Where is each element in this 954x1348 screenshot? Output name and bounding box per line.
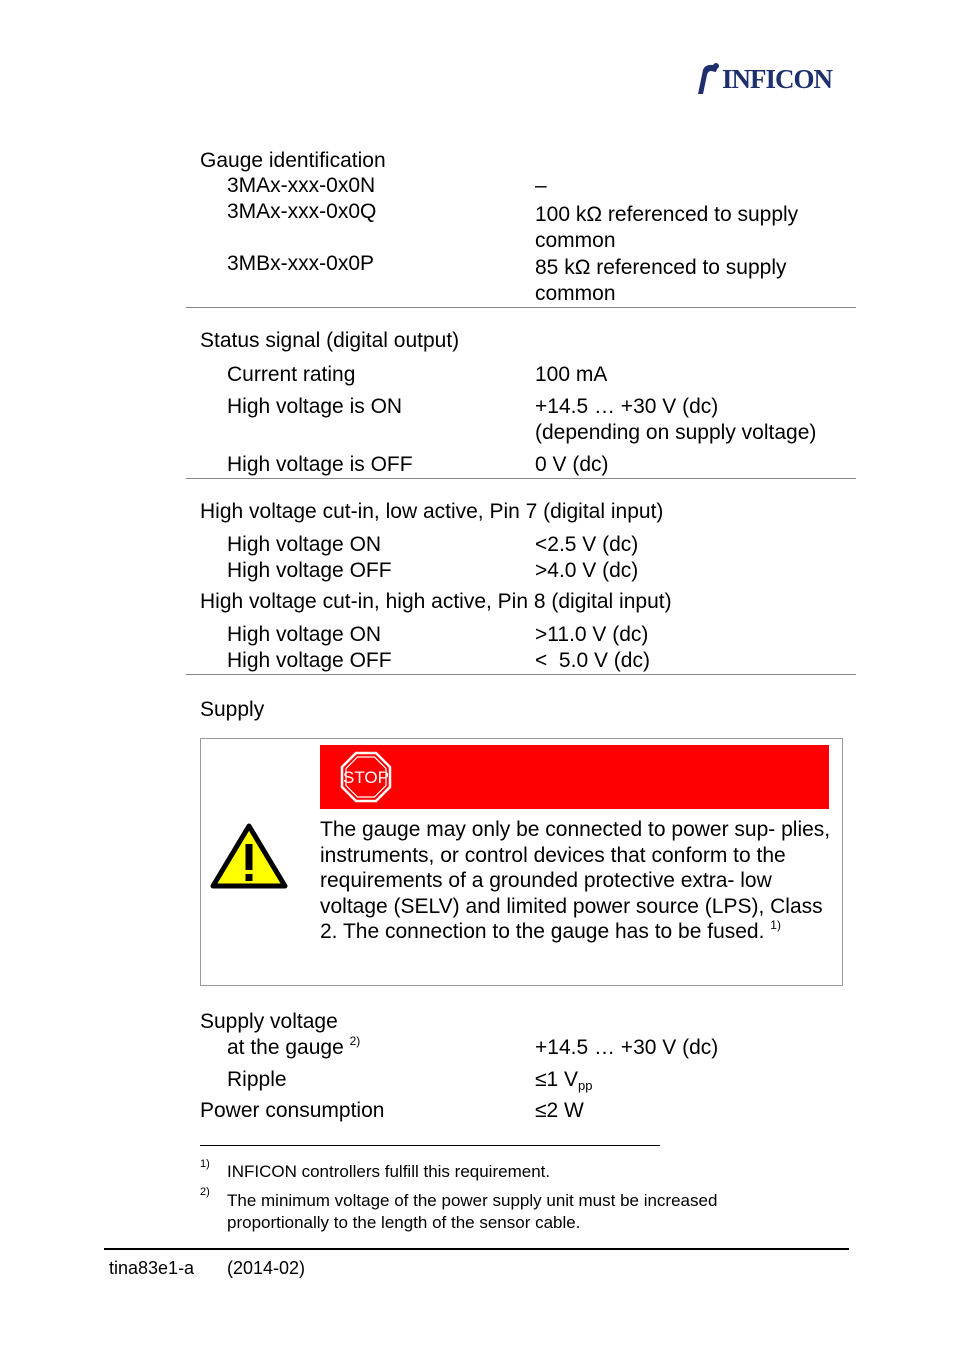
footnote-text: INFICON controllers fulfill this requirement. (227, 1162, 551, 1181)
footnote-text: proportionally to the length of the sensor cable. (227, 1213, 581, 1232)
warning-banner (320, 745, 829, 809)
section-divider (186, 478, 856, 479)
cut-in-high-on-value: >11.0 V (dc) (535, 623, 649, 646)
footnote-ref: 2) (349, 1034, 361, 1048)
footnote-ref: 1) (770, 918, 781, 932)
hv-on-label: High voltage is ON (227, 395, 403, 418)
gauge-id-value: 85 kΩ referenced to supply (535, 256, 787, 279)
stop-sign-icon (340, 751, 392, 803)
section-divider (186, 307, 856, 308)
cut-in-low-off-label: High voltage OFF (227, 559, 392, 582)
section-divider (186, 674, 856, 675)
logo-text: INFICON (722, 64, 833, 94)
hv-off-label: High voltage is OFF (227, 453, 413, 476)
gauge-id-value: common (535, 282, 616, 305)
cut-in-high-off-label: High voltage OFF (227, 649, 392, 672)
warning-message: The gauge may only be connected to power sup- plies, instruments, or control devices that conform to the requirements of a grounded protective extra- low voltage (SELV) and limited power source (LPS), Class 2. The connection to the gauge has to be fused. (320, 818, 831, 943)
ripple-subscript: pp (578, 1078, 593, 1093)
cut-in-high-heading: High voltage cut-in, high active, Pin 8 (digital input) (200, 590, 672, 613)
cut-in-high-on-label: High voltage ON (227, 623, 382, 646)
warning-triangle-icon (209, 822, 289, 890)
gauge-id-label: 3MAx-xxx-0x0N (227, 174, 376, 197)
gauge-id-label: 3MBx-xxx-0x0P (227, 252, 375, 275)
supply-heading: Supply (200, 698, 265, 721)
hv-off-value: 0 V (dc) (535, 453, 609, 476)
gauge-id-value: – (535, 174, 547, 197)
current-rating-value: 100 mA (535, 363, 608, 386)
footer-divider (104, 1248, 849, 1250)
gauge-id-value: 100 kΩ referenced to supply (535, 203, 799, 226)
cut-in-high-off-value: < 5.0 V (dc) (535, 649, 650, 672)
hv-on-value-note: (depending on supply voltage) (535, 421, 817, 444)
ripple-value (535, 1067, 593, 1093)
cut-in-low-on-value: <2.5 V (dc) (535, 533, 639, 556)
gauge-id-value: common (535, 229, 616, 252)
power-consumption-value: ≤2 W (535, 1099, 584, 1122)
footnote-divider (200, 1145, 660, 1146)
footnote-mark: 1) (200, 1158, 210, 1170)
cut-in-low-off-value: >4.0 V (dc) (535, 559, 639, 582)
cut-in-low-heading: High voltage cut-in, low active, Pin 7 (digital input) (200, 500, 664, 523)
warning-text (320, 817, 835, 945)
at-gauge-value: +14.5 … +30 V (dc) (535, 1036, 719, 1059)
status-signal-heading: Status signal (digital output) (200, 329, 460, 352)
footnote-mark: 2) (200, 1186, 210, 1198)
gauge-identification-heading: Gauge identification (200, 149, 386, 172)
hv-on-value: +14.5 … +30 V (dc) (535, 395, 719, 418)
current-rating-label: Current rating (227, 363, 356, 386)
at-gauge-label-text: at the gauge (227, 1036, 344, 1059)
stop-sign-text: STOP (343, 768, 389, 787)
footnote-text: The minimum voltage of the power supply unit must be increased (227, 1191, 718, 1210)
inficon-logo-icon (694, 62, 722, 96)
ripple-label: Ripple (227, 1068, 287, 1091)
footer-doc-id: tina83e1-a (109, 1258, 195, 1278)
power-consumption-label: Power consumption (200, 1099, 385, 1122)
gauge-id-label: 3MAx-xxx-0x0Q (227, 200, 377, 223)
supply-voltage-heading: Supply voltage (200, 1010, 338, 1033)
footer-date: (2014-02) (227, 1258, 306, 1278)
cut-in-low-on-label: High voltage ON (227, 533, 382, 556)
ripple-value-text: ≤1 V (535, 1068, 579, 1091)
at-gauge-label (227, 1035, 360, 1061)
